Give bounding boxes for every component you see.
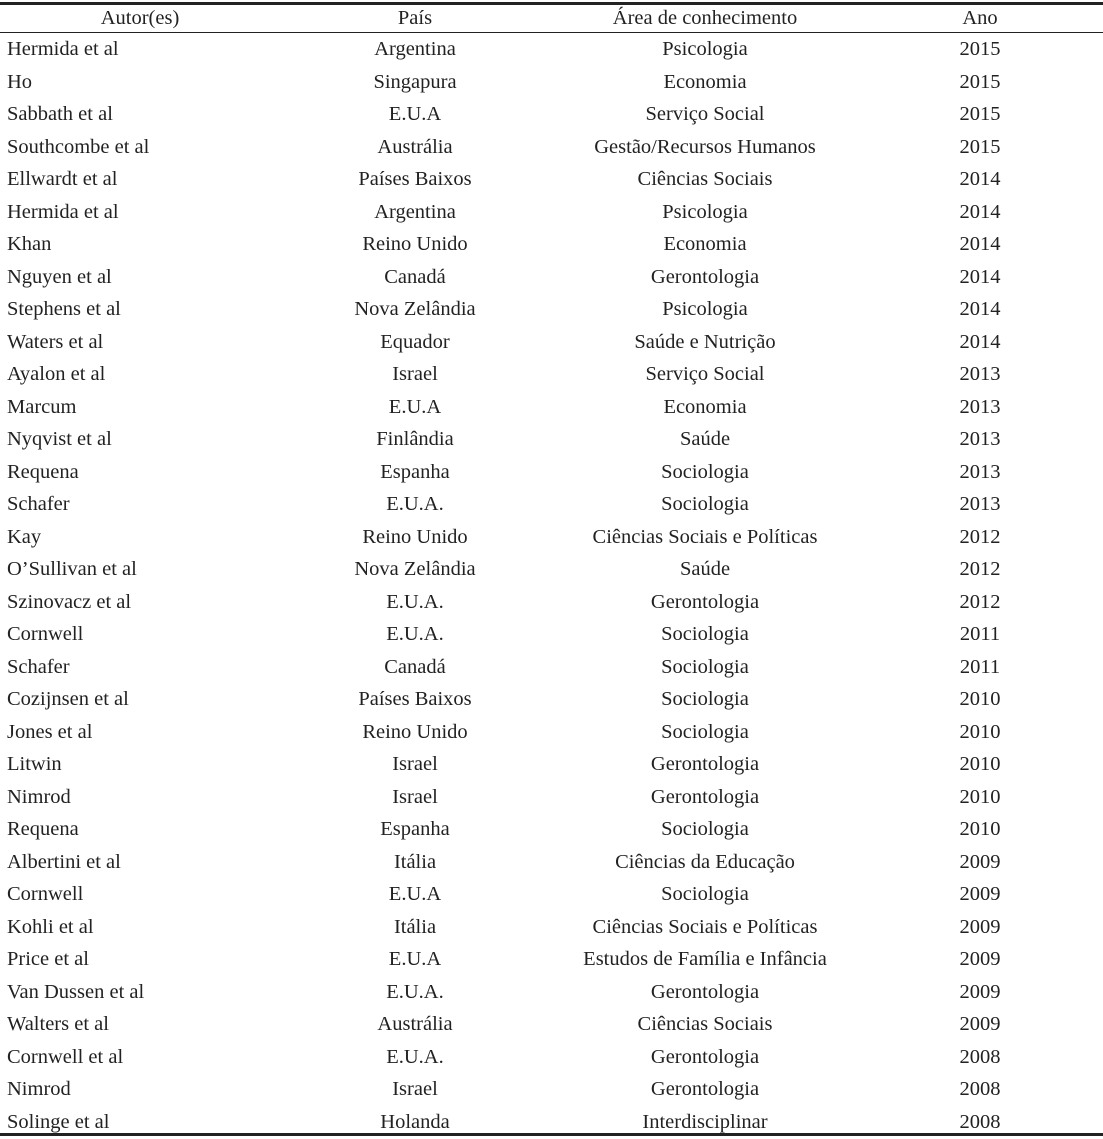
cell-area: Gestão/Recursos Humanos <box>594 135 816 158</box>
cell-area: Interdisciplinar <box>642 1110 768 1133</box>
cell-area: Ciências Sociais <box>637 1013 773 1035</box>
table-row <box>0 391 1103 424</box>
cell-autor: Litwin <box>7 753 62 775</box>
cell-autor: Requena <box>7 818 79 840</box>
cell-ano: 2015 <box>959 103 1001 125</box>
cell-ano: 2014 <box>959 200 1001 223</box>
cell-area: Psicologia <box>662 200 748 223</box>
cell-autor: Ayalon et al <box>7 363 106 385</box>
table-body <box>0 33 1103 1138</box>
cell-autor: Schafer <box>7 493 70 515</box>
cell-autor: Ho <box>7 70 33 93</box>
cell-area: Gerontologia <box>650 1078 760 1100</box>
cell-area: Estudos de Família e Infância <box>583 948 827 970</box>
cell-ano: 2013 <box>959 428 1001 450</box>
cell-ano: 2009 <box>959 883 1001 905</box>
cell-autor: Marcum <box>7 395 77 418</box>
cell-autor: Nimrod <box>7 785 71 808</box>
cell-ano: 2008 <box>959 1045 1001 1068</box>
cell-ano: 2009 <box>959 850 1001 873</box>
cell-pais: E.U.A <box>388 103 442 125</box>
cell-autor: Kohli et al <box>7 915 94 938</box>
cell-autor: Van Dussen et al <box>7 980 145 1003</box>
table-row <box>0 1073 1103 1106</box>
table-row <box>0 423 1103 456</box>
cell-pais: Austrália <box>377 135 453 158</box>
cell-pais: E.U.A <box>388 883 442 905</box>
cell-area: Sociologia <box>661 460 749 483</box>
cell-ano: 2013 <box>959 363 1001 385</box>
table-row <box>0 651 1103 684</box>
cell-pais: E.U.A. <box>386 623 444 645</box>
cell-area: Gerontologia <box>650 590 760 613</box>
cell-pais: Finlândia <box>376 428 454 450</box>
cell-autor: Kay <box>7 525 42 548</box>
cell-area: Sociologia <box>661 720 749 743</box>
table-row <box>0 228 1103 261</box>
cell-area: Psicologia <box>662 298 748 320</box>
cell-autor: Schafer <box>7 655 70 678</box>
cell-ano: 2015 <box>959 38 1001 60</box>
cell-autor: Cornwell et al <box>7 1045 124 1068</box>
cell-ano: 2014 <box>959 298 1001 320</box>
header-autor: Autor(es) <box>100 7 180 30</box>
cell-autor: Cozijnsen et al <box>7 688 129 710</box>
cell-pais: Israel <box>392 785 438 808</box>
table-row <box>0 976 1103 1009</box>
cell-pais: Itália <box>393 915 437 938</box>
cell-ano: 2008 <box>959 1110 1001 1133</box>
cell-pais: Reino Unido <box>362 233 468 255</box>
cell-autor: Price et al <box>7 948 89 970</box>
cell-autor: Cornwell <box>7 883 84 905</box>
cell-area: Economia <box>663 70 747 93</box>
cell-autor: Albertini et al <box>7 850 121 873</box>
cell-area: Sociologia <box>661 623 749 645</box>
table-row <box>0 456 1103 489</box>
table-row <box>0 553 1103 586</box>
cell-autor: Solinge et al <box>7 1110 110 1133</box>
cell-pais: Israel <box>392 363 438 385</box>
cell-ano: 2009 <box>959 948 1001 970</box>
cell-autor: Jones et al <box>7 720 93 743</box>
cell-autor: Ellwardt et al <box>7 168 118 190</box>
cell-area: Sociologia <box>661 655 749 678</box>
table-row <box>0 33 1103 66</box>
cell-pais: Nova Zelândia <box>354 558 476 580</box>
cell-pais: Países Baixos <box>358 168 472 190</box>
cell-ano: 2008 <box>959 1078 1001 1100</box>
cell-autor: Southcombe et al <box>7 135 150 158</box>
cell-pais: E.U.A <box>388 948 442 970</box>
table-row <box>0 1008 1103 1041</box>
table-row <box>0 66 1103 99</box>
cell-autor: Nyqvist et al <box>7 428 112 450</box>
cell-ano: 2010 <box>959 688 1001 710</box>
cell-pais: Argentina <box>374 38 456 60</box>
cell-autor: Nguyen et al <box>7 265 112 288</box>
cell-pais: Israel <box>392 1078 438 1100</box>
cell-area: Gerontologia <box>650 980 760 1003</box>
header-pais: País <box>397 7 433 30</box>
cell-pais: E.U.A. <box>386 590 444 613</box>
cell-area: Gerontologia <box>650 1045 760 1068</box>
cell-ano: 2011 <box>959 623 1001 645</box>
cell-autor: O’Sullivan et al <box>7 558 137 580</box>
cell-area: Economia <box>663 233 747 255</box>
cell-area: Sociologia <box>661 883 749 905</box>
cell-ano: 2009 <box>959 980 1001 1003</box>
table-row <box>0 163 1103 196</box>
cell-area: Ciências Sociais e Políticas <box>592 525 818 548</box>
cell-autor: Hermida et al <box>7 200 119 223</box>
cell-pais: E.U.A. <box>386 493 444 515</box>
cell-ano: 2011 <box>959 655 1001 678</box>
cell-autor: Hermida et al <box>7 38 119 60</box>
cell-ano: 2013 <box>959 395 1001 418</box>
cell-ano: 2013 <box>959 460 1001 483</box>
cell-autor: Cornwell <box>7 623 84 645</box>
cell-area: Sociologia <box>661 688 749 710</box>
cell-area: Sociologia <box>661 493 749 515</box>
table-row <box>0 488 1103 521</box>
cell-pais: Equador <box>380 330 450 353</box>
cell-area: Serviço Social <box>645 363 765 385</box>
table-row <box>0 813 1103 846</box>
header-ano: Ano <box>962 7 998 30</box>
table-row <box>0 326 1103 359</box>
cell-pais: E.U.A. <box>386 1045 444 1068</box>
cell-ano: 2015 <box>959 135 1001 158</box>
cell-pais: Canadá <box>384 265 446 288</box>
table-row <box>0 261 1103 294</box>
cell-ano: 2010 <box>959 785 1001 808</box>
cell-ano: 2014 <box>959 265 1001 288</box>
cell-pais: Itália <box>393 850 437 873</box>
table-row <box>0 586 1103 619</box>
cell-area: Saúde e Nutrição <box>634 330 776 353</box>
cell-area: Ciências da Educação <box>615 850 795 873</box>
cell-autor: Walters et al <box>7 1013 109 1035</box>
table-bottom-rule <box>0 1133 1103 1136</box>
table-row <box>0 618 1103 651</box>
table-row <box>0 748 1103 781</box>
cell-ano: 2010 <box>959 753 1001 775</box>
cell-autor: Stephens et al <box>7 298 121 320</box>
cell-pais: Argentina <box>374 200 456 223</box>
cell-ano: 2012 <box>959 525 1001 548</box>
cell-ano: 2012 <box>959 558 1001 580</box>
cell-pais: Israel <box>392 753 438 775</box>
table-row <box>0 911 1103 944</box>
cell-pais: Reino Unido <box>362 525 468 548</box>
cell-ano: 2010 <box>959 818 1001 840</box>
cell-area: Ciências Sociais e Políticas <box>592 915 818 938</box>
table-row <box>0 131 1103 164</box>
cell-area: Psicologia <box>662 38 748 60</box>
table-row <box>0 98 1103 131</box>
cell-autor: Requena <box>7 460 79 483</box>
cell-ano: 2014 <box>959 168 1001 190</box>
cell-autor: Khan <box>7 233 52 255</box>
table-row <box>0 683 1103 716</box>
cell-pais: Espanha <box>380 460 450 483</box>
cell-pais: Austrália <box>377 1013 453 1035</box>
cell-ano: 2010 <box>959 720 1001 743</box>
cell-pais: Reino Unido <box>362 720 468 743</box>
cell-autor: Waters et al <box>7 330 104 353</box>
cell-ano: 2009 <box>959 1013 1001 1035</box>
cell-ano: 2009 <box>959 915 1001 938</box>
table-row <box>0 1041 1103 1074</box>
cell-ano: 2014 <box>959 330 1001 353</box>
table-header-row <box>0 5 1103 32</box>
cell-area: Ciências Sociais <box>637 168 773 190</box>
cell-pais: E.U.A <box>388 395 442 418</box>
table-row <box>0 943 1103 976</box>
cell-ano: 2014 <box>959 233 1001 255</box>
cell-area: Sociologia <box>661 818 749 840</box>
table-row <box>0 716 1103 749</box>
table-row <box>0 846 1103 879</box>
cell-pais: Singapura <box>373 70 457 93</box>
cell-ano: 2012 <box>959 590 1001 613</box>
cell-area: Saúde <box>679 558 731 580</box>
cell-pais: E.U.A. <box>386 980 444 1003</box>
table-row <box>0 358 1103 391</box>
cell-autor: Sabbath et al <box>7 103 113 125</box>
cell-pais: Holanda <box>380 1110 450 1133</box>
header-area: Área de conhecimento <box>612 7 798 30</box>
table-row <box>0 521 1103 554</box>
table-row <box>0 878 1103 911</box>
table-row <box>0 196 1103 229</box>
cell-area: Serviço Social <box>645 103 765 125</box>
cell-autor: Szinovacz et al <box>7 590 132 613</box>
table-row <box>0 293 1103 326</box>
cell-ano: 2015 <box>959 70 1001 93</box>
cell-autor: Nimrod <box>7 1078 71 1100</box>
cell-pais: Nova Zelândia <box>354 298 476 320</box>
cell-area: Economia <box>663 395 747 418</box>
cell-area: Gerontologia <box>650 785 760 808</box>
cell-area: Saúde <box>679 428 731 450</box>
cell-area: Gerontologia <box>650 265 760 288</box>
cell-pais: Países Baixos <box>358 688 472 710</box>
cell-ano: 2013 <box>959 493 1001 515</box>
cell-pais: Canadá <box>384 655 446 678</box>
cell-pais: Espanha <box>380 818 450 840</box>
cell-area: Gerontologia <box>650 753 760 775</box>
table-row <box>0 781 1103 814</box>
